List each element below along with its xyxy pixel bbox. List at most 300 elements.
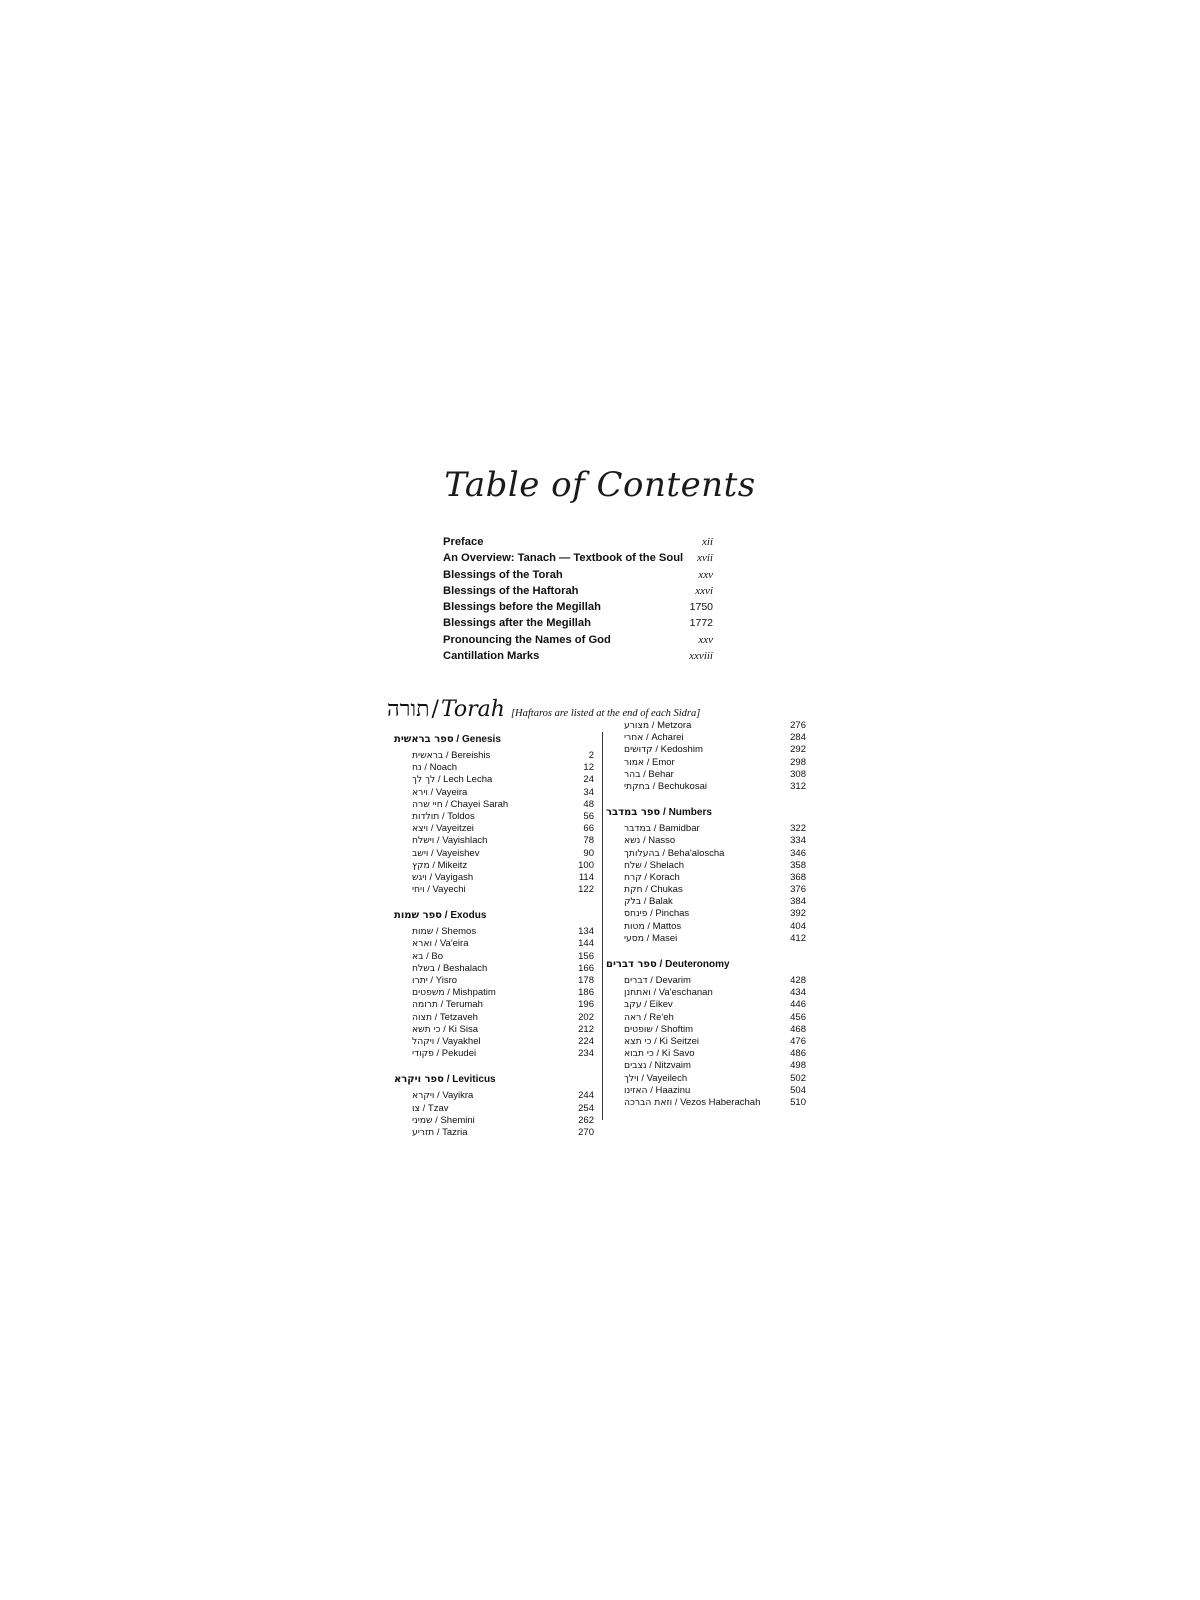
book-hebrew-name: ספר בראשית <box>394 734 454 745</box>
sidra-name <box>624 884 683 896</box>
sidra-entry[interactable] <box>606 975 806 987</box>
sidra-english: Bereishis <box>451 750 491 761</box>
book-heading[interactable] <box>394 732 594 748</box>
toc-entry[interactable] <box>443 634 713 650</box>
sidra-name <box>412 951 443 963</box>
sidra-entry[interactable] <box>394 1127 594 1139</box>
toc-entry-page: xxvi <box>695 584 713 597</box>
sidra-name <box>412 774 492 786</box>
name-separator: / <box>647 908 656 920</box>
sidra-hebrew: שופטים <box>624 1023 653 1035</box>
toc-entry-label: Blessings before the Megillah <box>443 601 601 614</box>
sidra-hebrew: וישב <box>412 847 429 859</box>
sidra-name <box>412 1127 467 1139</box>
sidra-name <box>624 908 689 920</box>
sidra-entry[interactable] <box>394 823 594 835</box>
sidra-page: 412 <box>790 932 806 944</box>
sidra-entry[interactable] <box>394 799 594 811</box>
sidra-hebrew: תזריע <box>412 1126 435 1138</box>
sidra-name <box>412 963 487 975</box>
sidra-hebrew: מסעי <box>624 932 645 944</box>
sidra-name <box>624 757 675 769</box>
name-separator: / <box>434 1035 443 1047</box>
sidra-page: 368 <box>790 871 806 883</box>
sidra-entry[interactable] <box>606 921 806 933</box>
book-hebrew-name: ספר שמות <box>394 910 442 922</box>
sidra-name <box>412 1036 481 1048</box>
sidra-page: 456 <box>790 1011 806 1023</box>
name-separator: / <box>419 1102 428 1114</box>
sidra-hebrew: וישלח <box>412 835 435 847</box>
name-separator: / <box>641 859 650 871</box>
sidra-english: Balak <box>648 896 673 908</box>
name-separator: / <box>429 859 438 871</box>
sidra-english: Emor <box>652 756 675 768</box>
name-separator: / <box>641 1011 650 1023</box>
sidra-name <box>412 938 468 950</box>
sidra-page: 358 <box>790 859 806 871</box>
toc-entry[interactable] <box>443 601 713 617</box>
sidra-entry[interactable] <box>606 835 806 847</box>
sidra-name <box>412 1024 478 1036</box>
sidra-hebrew: ראה <box>624 1011 642 1023</box>
sidra-page: 244 <box>578 1090 594 1102</box>
sidra-entry[interactable] <box>394 987 594 999</box>
toc-entry-page: xii <box>702 536 713 548</box>
sidra-page: 346 <box>790 847 806 859</box>
torah-hebrew-title: תורה <box>387 697 430 722</box>
name-separator: / <box>640 768 649 780</box>
sidra-english: Toldos <box>447 810 475 822</box>
sidra-english: Vayeitzei <box>436 823 474 835</box>
sidra-hebrew: צו <box>412 1102 420 1114</box>
toc-entry-label: Blessings of the Haftorah <box>443 584 579 597</box>
sidra-entry[interactable] <box>606 908 806 920</box>
sidra-name <box>412 835 487 847</box>
sidra-hebrew: בהעלותך <box>624 847 660 859</box>
name-separator: / <box>431 938 440 950</box>
sidra-name <box>624 975 691 987</box>
sidra-entry[interactable] <box>606 1085 806 1097</box>
sidra-hebrew: קדושים <box>624 744 653 756</box>
sidra-english: Vayechi <box>432 884 466 896</box>
name-separator: / <box>672 1096 681 1108</box>
sidra-page: 90 <box>583 847 594 859</box>
sidra-hebrew: נצבים <box>624 1060 647 1072</box>
sidra-page: 308 <box>790 768 806 780</box>
sidra-english: Ki Sisa <box>448 1023 479 1035</box>
name-separator: / <box>660 807 669 819</box>
sidra-english: Vayikra <box>442 1090 474 1102</box>
sidra-hebrew: נשא <box>624 835 641 847</box>
sidra-name <box>412 975 457 987</box>
sidra-hebrew: ויצא <box>412 823 429 835</box>
sidra-hebrew: תצוה <box>412 1011 432 1023</box>
title-separator: / <box>431 697 439 722</box>
sidra-entry[interactable] <box>394 811 594 823</box>
sidra-name <box>412 750 490 762</box>
book-english-name: Exodus <box>450 910 487 922</box>
sidra-page: 156 <box>578 950 594 962</box>
book-english-name: Genesis <box>461 734 501 745</box>
sidra-name <box>624 999 673 1011</box>
toc-entry[interactable] <box>443 536 713 552</box>
sidra-page: 78 <box>583 835 594 847</box>
sidra-entry[interactable] <box>606 987 806 999</box>
sidra-hebrew: כי תשא <box>412 1023 441 1035</box>
sidra-name <box>624 835 675 847</box>
sidra-english: Beshalach <box>442 962 488 974</box>
sidra-english: Yisro <box>435 975 458 986</box>
sidra-name <box>412 787 467 799</box>
sidra-english: Shemos <box>441 926 477 938</box>
sidra-english: Acharei <box>651 732 684 744</box>
sidra-name <box>412 811 475 823</box>
sidra-english: Masei <box>651 932 678 944</box>
sidra-name <box>412 872 473 884</box>
sidra-entry[interactable] <box>394 1036 594 1048</box>
toc-entry[interactable] <box>443 617 713 633</box>
sidra-english: Vezos Haberachah <box>680 1096 761 1108</box>
name-separator: / <box>440 1023 449 1035</box>
sidra-entry[interactable] <box>606 1073 806 1085</box>
name-separator: / <box>424 884 433 896</box>
sidra-name <box>624 1024 693 1036</box>
sidra-hebrew: לך לך <box>412 774 436 786</box>
book-hebrew-name: ספר דברים <box>606 959 657 970</box>
name-separator: / <box>434 835 443 847</box>
sidra-entry[interactable] <box>606 720 806 732</box>
sidra-page: 100 <box>578 859 594 871</box>
book-heading[interactable] <box>394 1072 594 1088</box>
toc-entry-label: Cantillation Marks <box>443 650 540 663</box>
book-english-name: Leviticus <box>452 1074 496 1086</box>
sidra-name <box>624 860 684 872</box>
book-english-name: Numbers <box>668 807 712 819</box>
sidra-hebrew: בהר <box>624 768 641 780</box>
toc-entry-label: Preface <box>443 536 484 548</box>
toc-left-column <box>394 732 594 1151</box>
sidra-hebrew: בלק <box>624 896 642 908</box>
sidra-hebrew: אחרי <box>624 732 644 744</box>
sidra-name <box>412 762 457 774</box>
sidra-page: 166 <box>578 962 594 974</box>
sidra-english: Lech Lecha <box>443 774 493 786</box>
sidra-page: 284 <box>790 732 806 744</box>
sidra-english: Pinchas <box>655 908 690 920</box>
sidra-entry[interactable] <box>394 848 594 860</box>
sidra-page: 292 <box>790 744 806 756</box>
sidra-page: 384 <box>790 896 806 908</box>
sidra-page: 224 <box>578 1035 594 1047</box>
sidra-entry[interactable] <box>394 938 594 950</box>
sidra-entry[interactable] <box>394 860 594 872</box>
sidra-entry[interactable] <box>394 872 594 884</box>
name-separator: / <box>647 975 656 986</box>
sidra-page: 504 <box>790 1084 806 1096</box>
sidra-hebrew: וזאת הברכה <box>624 1096 673 1108</box>
book-english-name: Deuteronomy <box>665 959 730 970</box>
toc-entry[interactable] <box>443 569 713 585</box>
page-title: Table of Contents <box>444 465 756 505</box>
toc-right-column <box>606 720 806 1121</box>
sidra-english: Kedoshim <box>660 744 703 756</box>
sidra-entry[interactable] <box>606 732 806 744</box>
sidra-page: 114 <box>578 871 594 883</box>
sidra-entry[interactable] <box>606 1048 806 1060</box>
sidra-entry[interactable] <box>606 744 806 756</box>
name-separator: / <box>421 762 430 774</box>
sidra-name <box>412 848 479 860</box>
toc-entry-page: 1750 <box>689 601 713 614</box>
sidra-english: Bechukosai <box>657 780 707 792</box>
name-separator: / <box>651 1035 660 1047</box>
sidra-entry[interactable] <box>394 750 594 762</box>
book-section <box>606 720 806 793</box>
book-section <box>394 908 594 1060</box>
sidra-page: 178 <box>578 975 594 986</box>
sidra-page: 2 <box>588 750 594 761</box>
sidra-page: 48 <box>583 798 594 810</box>
sidra-hebrew: עקב <box>624 999 642 1011</box>
name-separator: / <box>659 847 668 859</box>
name-separator: / <box>439 810 448 822</box>
sidra-entry[interactable] <box>394 963 594 975</box>
sidra-page: 404 <box>790 920 806 932</box>
sidra-hebrew: בחקתי <box>624 780 650 792</box>
sidra-name <box>412 823 474 835</box>
name-separator: / <box>649 780 658 792</box>
sidra-page: 486 <box>790 1048 806 1060</box>
sidra-english: Mishpatim <box>452 987 496 999</box>
sidra-name <box>624 896 673 908</box>
sidra-name <box>412 799 508 811</box>
name-separator: / <box>653 1048 662 1060</box>
sidra-hebrew: וארא <box>412 938 432 950</box>
sidra-english: Mikeitz <box>437 859 468 871</box>
sidra-name <box>624 987 713 999</box>
sidra-entry[interactable] <box>606 848 806 860</box>
name-separator: / <box>434 1090 443 1102</box>
book-section <box>606 805 806 945</box>
book-heading[interactable] <box>394 908 594 924</box>
sidra-name <box>412 1090 473 1102</box>
book-hebrew-name: ספר ויקרא <box>394 1074 444 1086</box>
sidra-name <box>624 933 677 945</box>
sidra-hebrew: דברים <box>624 975 648 986</box>
sidra-entry[interactable] <box>606 933 806 945</box>
sidra-entry[interactable] <box>394 762 594 774</box>
toc-entry-label: Blessings of the Torah <box>443 568 563 581</box>
name-separator: / <box>641 871 650 883</box>
sidra-page: 276 <box>790 720 806 731</box>
sidra-entry[interactable] <box>394 926 594 938</box>
sidra-page: 376 <box>790 884 806 896</box>
sidra-entry[interactable] <box>606 1024 806 1036</box>
name-separator: / <box>423 950 432 962</box>
torah-note: [Haftaros are listed at the end of each Sidra] <box>510 708 701 719</box>
name-separator: / <box>428 847 437 859</box>
sidra-hebrew: בא <box>412 950 424 962</box>
sidra-entry[interactable] <box>606 823 806 835</box>
name-separator: / <box>441 910 451 922</box>
sidra-hebrew: במדבר <box>624 823 652 835</box>
sidra-page: 234 <box>578 1048 594 1060</box>
sidra-page: 24 <box>583 774 594 786</box>
name-separator: / <box>443 750 452 761</box>
sidra-entry[interactable] <box>394 1090 594 1102</box>
name-separator: / <box>641 896 649 908</box>
sidra-entry[interactable] <box>606 860 806 872</box>
sidra-name <box>624 732 684 744</box>
sidra-hebrew: יתרו <box>412 975 428 986</box>
sidra-english: Korach <box>649 871 680 883</box>
sidra-entry[interactable] <box>394 951 594 963</box>
sidra-entry[interactable] <box>394 999 594 1011</box>
sidra-page: 212 <box>578 1023 594 1035</box>
sidra-page: 196 <box>578 999 594 1011</box>
sidra-entry[interactable] <box>394 1103 594 1115</box>
sidra-hebrew: מקץ <box>412 859 430 871</box>
sidra-english: Shelach <box>649 859 684 871</box>
sidra-english: Tazria <box>442 1126 468 1138</box>
sidra-page: 498 <box>790 1060 806 1072</box>
sidra-entry[interactable] <box>606 999 806 1011</box>
toc-entry[interactable] <box>443 585 713 601</box>
sidra-entry[interactable] <box>606 1012 806 1024</box>
name-separator: / <box>640 835 649 847</box>
sidra-entry[interactable] <box>606 1036 806 1048</box>
sidra-entry[interactable] <box>394 1024 594 1036</box>
sidra-entry[interactable] <box>394 1115 594 1127</box>
sidra-english: Mattos <box>652 920 682 932</box>
sidra-hebrew: פקודי <box>412 1048 434 1060</box>
sidra-entry[interactable] <box>394 835 594 847</box>
sidra-name <box>624 1073 687 1085</box>
sidra-entry[interactable] <box>606 769 806 781</box>
sidra-entry[interactable] <box>394 774 594 786</box>
name-separator: / <box>638 1072 647 1084</box>
sidra-name <box>624 921 681 933</box>
name-separator: / <box>432 1114 441 1126</box>
toc-entry-page: 1772 <box>689 617 713 630</box>
sidra-english: Ki Savo <box>661 1048 695 1060</box>
sidra-english: Shoftim <box>660 1023 693 1035</box>
name-separator: / <box>433 926 442 938</box>
sidra-entry[interactable] <box>606 781 806 793</box>
sidra-entry[interactable] <box>606 1060 806 1072</box>
sidra-page: 56 <box>583 810 594 822</box>
sidra-hebrew: כי תבוא <box>624 1048 654 1060</box>
sidra-page: 428 <box>790 975 806 986</box>
sidra-name <box>412 999 483 1011</box>
toc-entry-label: Pronouncing the Names of God <box>443 633 611 646</box>
sidra-page: 510 <box>790 1096 806 1108</box>
name-separator: / <box>644 756 652 768</box>
name-separator: / <box>426 871 435 883</box>
sidra-entry[interactable] <box>606 757 806 769</box>
sidra-hebrew: ויקרא <box>412 1090 435 1102</box>
sidra-page: 144 <box>578 938 594 950</box>
sidra-hebrew: שמות <box>412 926 434 938</box>
sidra-page: 334 <box>790 835 806 847</box>
sidra-hebrew: בראשית <box>412 750 444 761</box>
sidra-hebrew: וירא <box>412 786 428 798</box>
sidra-english: Chayei Sarah <box>450 798 509 810</box>
name-separator: / <box>647 1084 656 1096</box>
sidra-name <box>624 872 680 884</box>
sidra-english: Vayeira <box>435 786 468 798</box>
sidra-english: Tetzaveh <box>439 1011 478 1023</box>
name-separator: / <box>644 920 653 932</box>
sidra-name <box>412 1012 478 1024</box>
sidra-english: Nitzvaim <box>654 1060 691 1072</box>
sidra-hebrew: שלח <box>624 859 642 871</box>
book-section <box>606 957 806 1109</box>
sidra-english: Shemini <box>440 1114 475 1126</box>
sidra-hebrew: ויחי <box>412 884 425 896</box>
sidra-entry[interactable] <box>394 975 594 987</box>
sidra-name <box>412 1048 476 1060</box>
sidra-name <box>624 848 724 860</box>
sidra-entry[interactable] <box>394 787 594 799</box>
sidra-entry[interactable] <box>606 896 806 908</box>
sidra-hebrew: האזינו <box>624 1084 648 1096</box>
sidra-english: Vayigash <box>434 871 474 883</box>
sidra-entry[interactable] <box>606 884 806 896</box>
name-separator: / <box>641 999 650 1011</box>
sidra-entry[interactable] <box>606 872 806 884</box>
sidra-page: 134 <box>578 926 594 938</box>
book-heading[interactable] <box>606 805 806 821</box>
sidra-hebrew: משפטים <box>412 987 445 999</box>
sidra-entry[interactable] <box>394 1048 594 1060</box>
sidra-name <box>624 1012 674 1024</box>
name-separator: / <box>444 987 453 999</box>
sidra-english: Behar <box>648 768 674 780</box>
sidra-entry[interactable] <box>394 1012 594 1024</box>
sidra-name <box>412 860 467 872</box>
sidra-name <box>624 1097 760 1109</box>
book-section <box>394 732 594 896</box>
toc-entry-page: xxv <box>698 633 713 646</box>
torah-heading <box>387 696 700 722</box>
sidra-hebrew: תרומה <box>412 999 438 1011</box>
sidra-entry[interactable] <box>606 1097 806 1109</box>
sidra-english: Ki Seitzei <box>659 1035 699 1047</box>
name-separator: / <box>642 884 651 896</box>
sidra-page: 434 <box>790 987 806 999</box>
sidra-page: 502 <box>790 1072 806 1084</box>
sidra-english: Beha'aloscha <box>667 847 725 859</box>
name-separator: / <box>435 962 443 974</box>
book-heading[interactable] <box>606 957 806 973</box>
name-separator: / <box>652 1023 661 1035</box>
toc-entry-label: Blessings after the Megillah <box>443 617 591 630</box>
sidra-english: Devarim <box>655 975 691 986</box>
sidra-page: 468 <box>790 1023 806 1035</box>
name-separator: / <box>442 798 451 810</box>
sidra-english: Bamidbar <box>659 823 700 835</box>
toc-entry[interactable] <box>443 552 713 568</box>
sidra-hebrew: מצורע <box>624 720 650 731</box>
sidra-name <box>624 1085 690 1097</box>
sidra-entry[interactable] <box>394 884 594 896</box>
name-separator: / <box>428 823 437 835</box>
sidra-name <box>624 769 674 781</box>
toc-entry[interactable] <box>443 650 713 666</box>
toc-entry-page: xxv <box>698 568 713 581</box>
